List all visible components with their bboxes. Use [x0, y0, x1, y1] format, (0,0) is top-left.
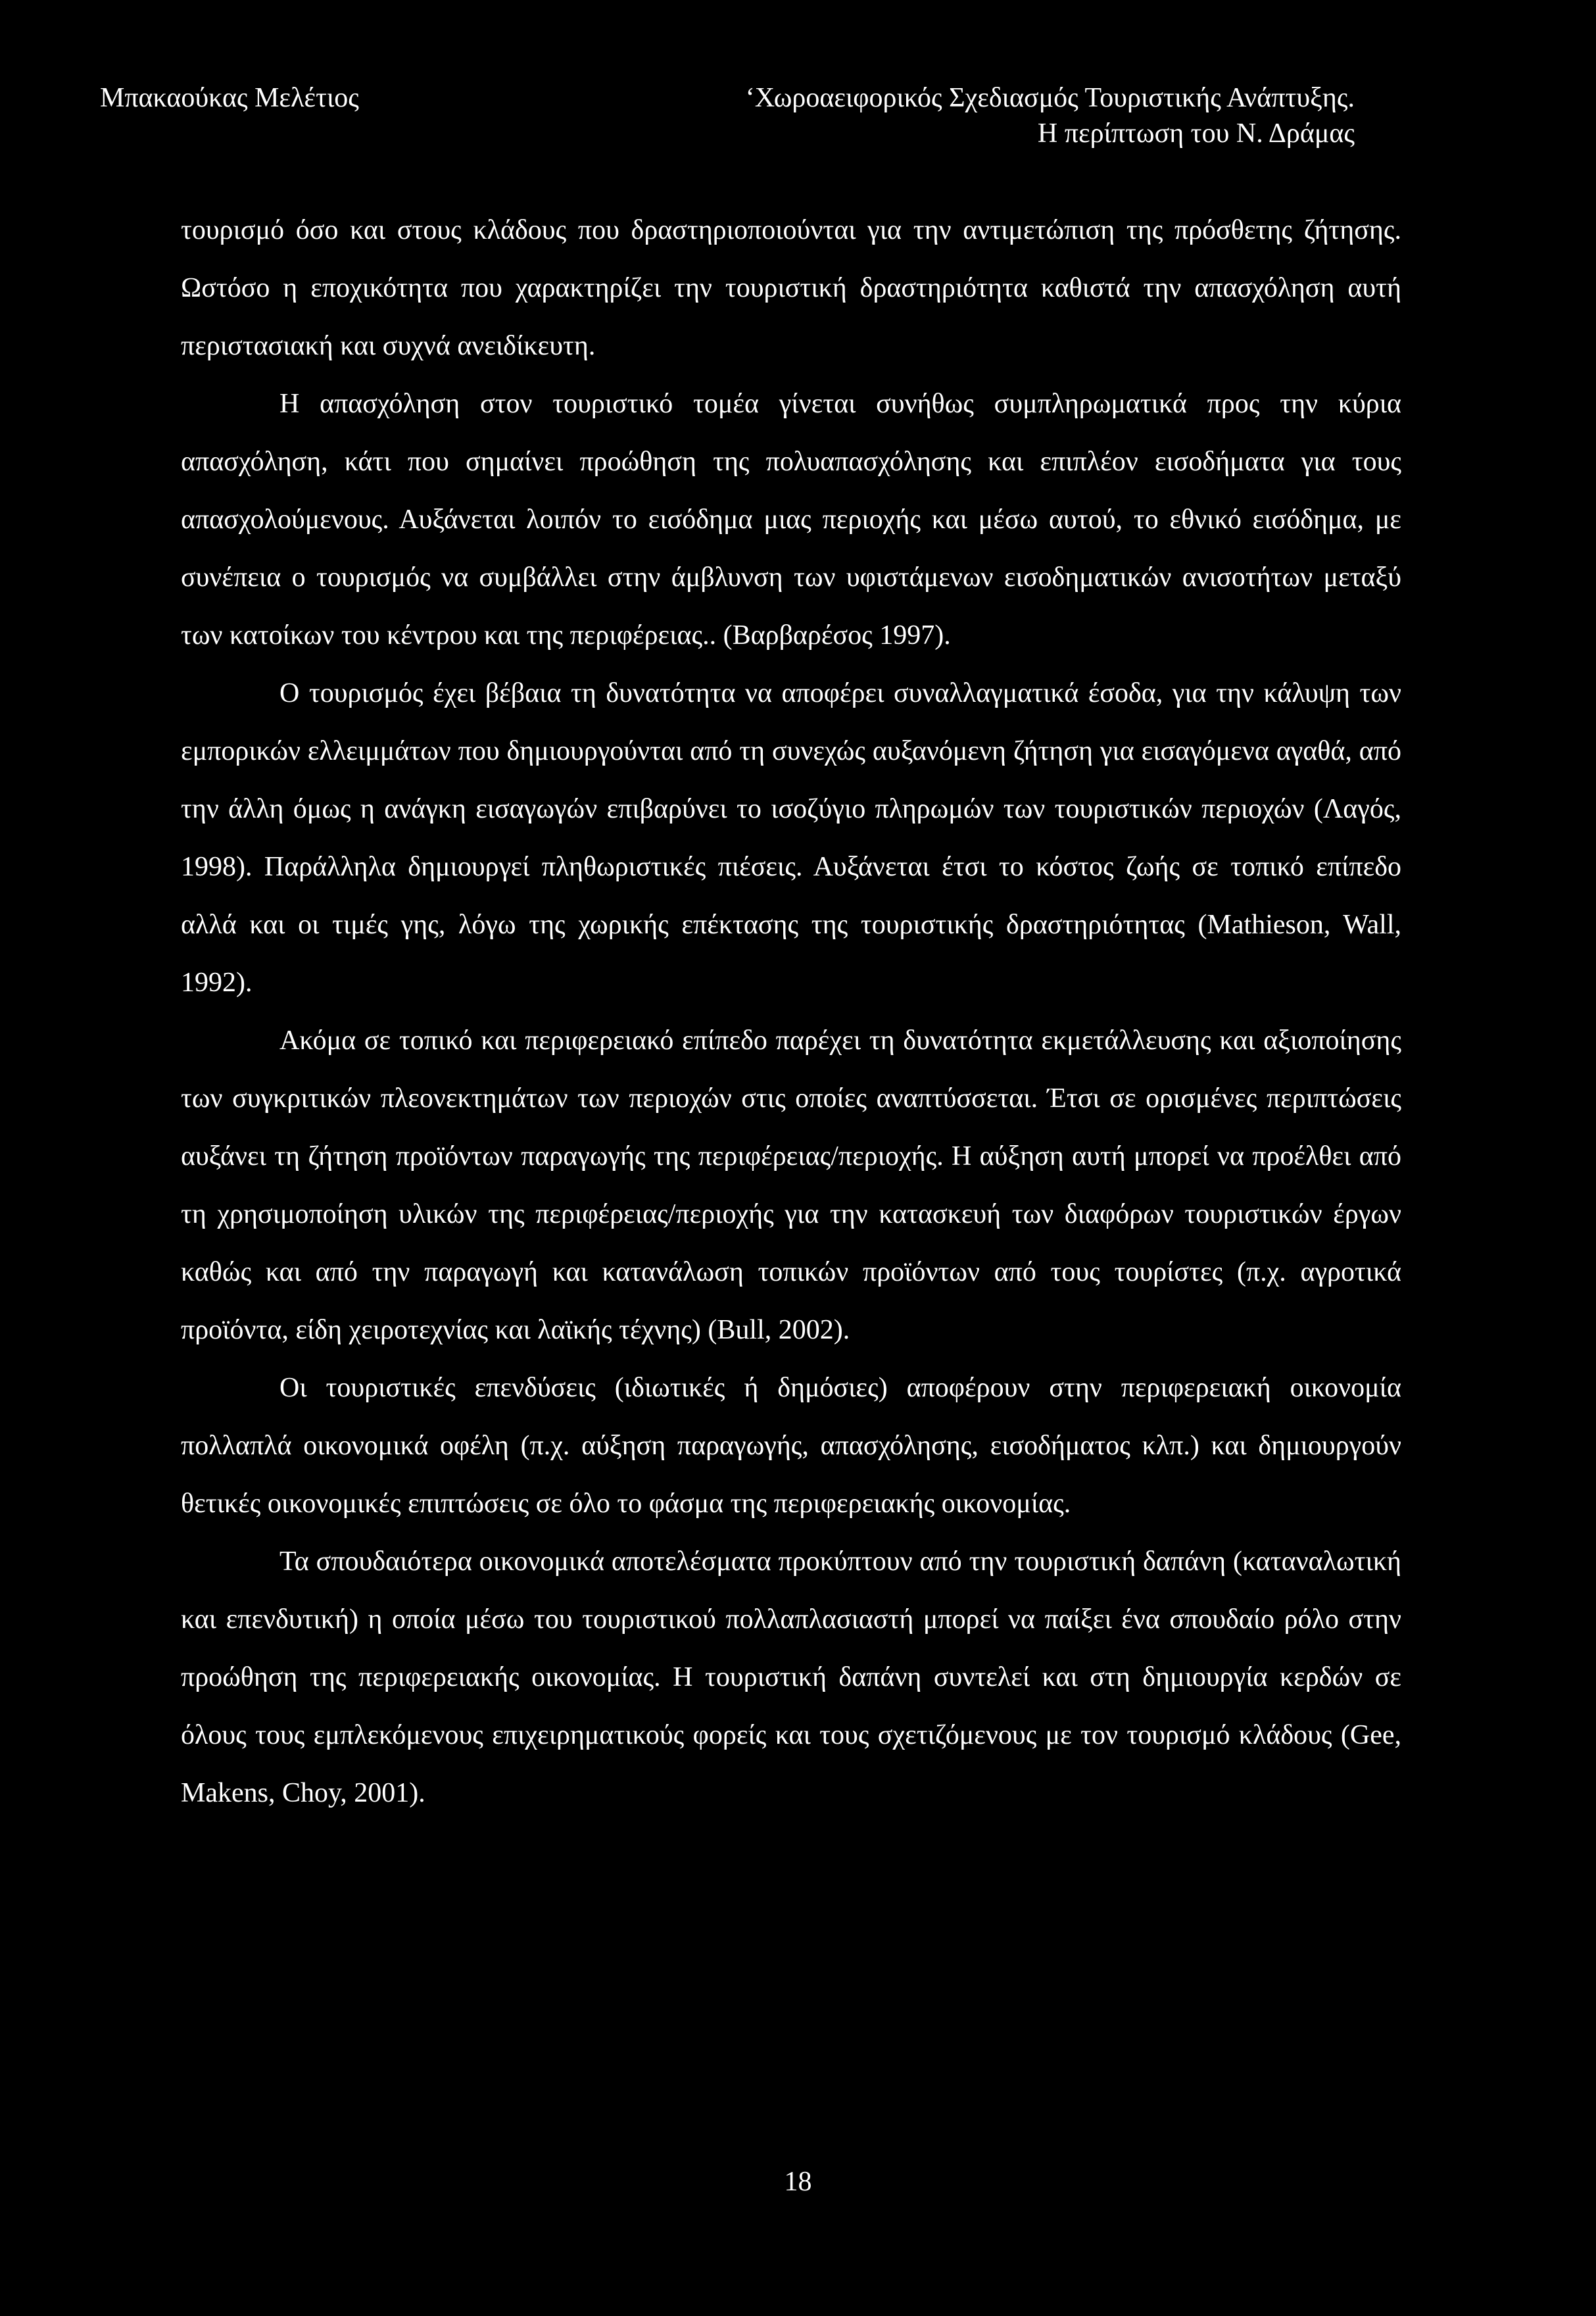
header-author: Μπακαούκας Μελέτιος [100, 83, 359, 113]
paragraph: Η απασχόληση στον τουριστικό τομέα γίνεται συνήθως συμπληρωματικά προς την κύρια απασχόληση, κάτι που σημαίνει προώθηση της πολυαπασχόλησης και επιπλέον εισοδήματα για τους απασχολούμενους. Αυξάνεται λοιπόν το εισόδημα μιας περιοχής και μέσω αυτού, το εθνικό εισόδημα, με συνέπεια ο τουρισμός να συμβάλλει στην άμβλυνση των υφιστάμενων εισοδηματικών ανισοτήτων μεταξύ των κατοίκων του κέντρου και της περιφέρειας.. (Βαρβαρέσος 1997). [181, 389, 1401, 651]
document-body [181, 201, 1401, 1822]
header-title [597, 80, 1355, 151]
paragraph: Ο τουρισμός έχει βέβαια τη δυνατότητα να αποφέρει συναλλαγματικά έσοδα, για την κάλυψη των εμπορικών ελλειμμάτων που δημιουργούνται από τη συνεχώς αυξανόμενη ζήτηση για εισαγόμενα αγαθά, από την άλλη όμως η ανάγκη εισαγωγών επιβαρύνει το ισοζύγιο πληρωμών των τουριστικών περιοχών (Λαγός, 1998). Παράλληλα δημιουργεί πληθωριστικές πιέσεις. Αυξάνεται έτσι το κόστος ζωής σε τοπικό επίπεδο αλλά και οι τιμές γης, λόγω της χωρικής επέκτασης της τουριστικής δραστηριότητας (Mathieson, Wall, 1992). [181, 678, 1401, 998]
paragraph: Τα σπουδαιότερα οικονομικά αποτελέσματα προκύπτουν από την τουριστική δαπάνη (καταναλωτική και επενδυτική) η οποία μέσω του τουριστικού πολλαπλασιαστή μπορεί να παίξει ένα σπουδαίο ρόλο στην προώθηση της περιφερειακής οικονομίας. Η τουριστική δαπάνη συντελεί και στη δημιουργία κερδών σε όλους τους εμπλεκόμενους επιχειρηματικούς φορείς και τους σχετιζόμενους με τον τουρισμό κλάδους (Gee, Makens, Choy, 2001). [181, 1546, 1401, 1808]
header-title-line1: ‘Χωροαειφορικός Σχεδιασμός Τουριστικής Ανάπτυξης. [745, 83, 1355, 113]
paragraph: Οι τουριστικές επενδύσεις (ιδιωτικές ή δημόσιες) αποφέρουν στην περιφερειακή οικονομία πολλαπλά οικονομικά οφέλη (π.χ. αύξηση παραγωγής, απασχόλησης, εισοδήματος κλπ.) και δημιουργούν θετικές οικονομικές επιπτώσεις σε όλο το φάσμα της περιφερειακής οικονομίας. [181, 1373, 1401, 1519]
header-title-line2: Η περίπτωση του Ν. Δράμας [1037, 118, 1355, 149]
page-number: 18 [784, 2167, 812, 2197]
paragraph: τουρισμό όσο και στους κλάδους που δραστηριοποιούνται για την αντιμετώπιση της πρόσθετης ζήτησης. Ωστόσο η εποχικότητα που χαρακτηρίζει την τουριστική δραστηριότητα καθιστά την απασχόληση αυτή περιστασιακή και συχνά ανειδίκευτη. [181, 215, 1401, 361]
paragraph: Ακόμα σε τοπικό και περιφερειακό επίπεδο παρέχει τη δυνατότητα εκμετάλλευσης και αξιοποίησης των συγκριτικών πλεονεκτημάτων των περιοχών στις οποίες αναπτύσσεται. Έτσι σε ορισμένες περιπτώσεις αυξάνει τη ζήτηση προϊόντων παραγωγής της περιφέρειας/περιοχής. Η αύξηση αυτή μπορεί να προέλθει από τη χρησιμοποίηση υλικών της περιφέρειας/περιοχής για την κατασκευή των διαφόρων τουριστικών έργων καθώς και από την παραγωγή και κατανάλωση τοπικών προϊόντων από τους τουρίστες (π.χ. αγροτικά προϊόντα, είδη χειροτεχνίας και λαϊκής τέχνης) (Bull, 2002). [181, 1025, 1401, 1345]
